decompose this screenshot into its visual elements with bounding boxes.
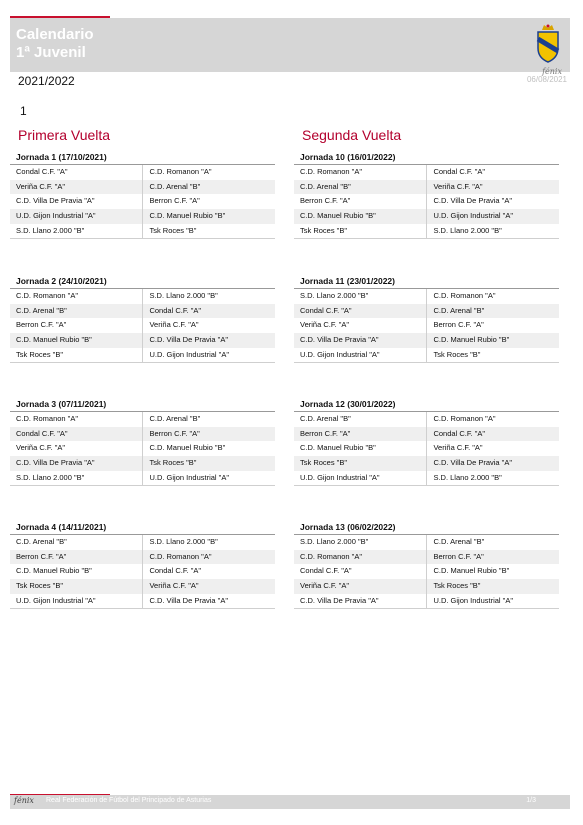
- home-team: C.D. Manuel Rubio "B": [16, 335, 92, 345]
- home-team: C.D. Villa De Pravia "A": [300, 335, 379, 345]
- home-team: Condal C.F. "A": [300, 566, 352, 576]
- away-team: S.D. Llano 2.000 "B": [426, 471, 559, 486]
- away-team: C.D. Romanon "A": [142, 165, 275, 180]
- match-row: [10, 333, 275, 348]
- home-team: C.D. Arenal "B": [300, 414, 351, 423]
- home-team: C.D. Romanon "A": [16, 291, 79, 300]
- match-row: [294, 194, 559, 209]
- away-team: C.D. Manuel Rubio "B": [142, 441, 275, 456]
- home-team: Condal C.F. "A": [300, 305, 352, 315]
- away-team: C.D. Villa De Pravia "A": [142, 333, 275, 348]
- home-team: C.D. Arenal "B": [300, 181, 351, 191]
- jornada-title: Jornada 2 (24/10/2021): [16, 276, 107, 286]
- away-team: Veriña C.F. "A": [426, 441, 559, 456]
- match-row: [294, 304, 559, 319]
- home-team: Veriña C.F. "A": [300, 581, 350, 591]
- home-team: Berron C.F. "A": [16, 320, 67, 330]
- away-team: U.D. Gijon Industrial "A": [426, 594, 559, 609]
- away-team: U.D. Gijon Industrial "A": [142, 471, 275, 486]
- federation-crest-icon: [534, 22, 562, 66]
- match-row: [10, 594, 275, 609]
- away-team: C.D. Arenal "B": [426, 304, 559, 319]
- away-team: C.D. Villa De Pravia "A": [426, 456, 559, 471]
- home-team: C.D. Romanon "A": [300, 551, 363, 561]
- jornada-bottom-line: [10, 608, 275, 609]
- jornada-bottom-line: [10, 362, 275, 363]
- away-team: Condal C.F. "A": [142, 304, 275, 319]
- page-number: 1/3: [526, 797, 536, 804]
- jornada-bottom-line: [10, 238, 275, 239]
- match-row: [10, 427, 275, 442]
- home-team: C.D. Manuel Rubio "B": [300, 211, 376, 221]
- away-team: U.D. Gijon Industrial "A": [142, 348, 275, 363]
- away-team: Condal C.F. "A": [426, 427, 559, 442]
- home-team: Condal C.F. "A": [16, 428, 68, 438]
- group-number: 1: [20, 104, 27, 118]
- jornada-title: Jornada 1 (17/10/2021): [16, 152, 107, 162]
- away-team: S.D. Llano 2.000 "B": [426, 224, 559, 239]
- home-team: S.D. Llano 2.000 "B": [16, 225, 85, 235]
- match-row: [10, 564, 275, 579]
- jornada-block: [294, 275, 559, 363]
- home-team: Veriña C.F. "A": [300, 320, 350, 330]
- logo-wordmark: fénix: [542, 67, 562, 76]
- home-team: C.D. Manuel Rubio "B": [300, 443, 376, 453]
- home-team: C.D. Romanon "A": [300, 167, 363, 176]
- jornada-bottom-line: [294, 608, 559, 609]
- away-team: C.D. Manuel Rubio "B": [142, 209, 275, 224]
- home-team: C.D. Romanon "A": [16, 414, 79, 423]
- match-row: [294, 594, 559, 609]
- away-team: Veriña C.F. "A": [426, 180, 559, 195]
- away-team: S.D. Llano 2.000 "B": [142, 289, 275, 304]
- home-team: Berron C.F. "A": [300, 428, 351, 438]
- primera-vuelta-heading: Primera Vuelta: [18, 127, 111, 143]
- match-row: [10, 304, 275, 319]
- match-row: [10, 224, 275, 239]
- match-row: [294, 427, 559, 442]
- away-team: Condal C.F. "A": [426, 165, 559, 180]
- away-team: Condal C.F. "A": [142, 564, 275, 579]
- jornada-block: [10, 398, 275, 486]
- home-team: C.D. Villa De Pravia "A": [16, 196, 95, 206]
- home-team: Veriña C.F. "A": [16, 443, 66, 453]
- jornada-bottom-line: [294, 238, 559, 239]
- home-team: S.D. Llano 2.000 "B": [300, 537, 369, 546]
- jornada-title: Jornada 4 (14/11/2021): [16, 522, 107, 532]
- jornada-block: [294, 151, 559, 239]
- match-row: [10, 318, 275, 333]
- match-row: [294, 165, 559, 180]
- match-row: [10, 550, 275, 565]
- match-row: [10, 535, 275, 550]
- match-row: [294, 579, 559, 594]
- away-team: C.D. Romanon "A": [426, 289, 559, 304]
- footer-bar: [10, 795, 570, 809]
- segunda-vuelta-heading: Segunda Vuelta: [302, 127, 402, 143]
- home-team: C.D. Arenal "B": [16, 537, 67, 546]
- match-row: [294, 289, 559, 304]
- away-team: C.D. Villa De Pravia "A": [142, 594, 275, 609]
- home-team: U.D. Gijon Industrial "A": [16, 211, 96, 221]
- away-team: C.D. Arenal "B": [426, 535, 559, 550]
- match-row: [294, 456, 559, 471]
- away-team: Tsk Roces "B": [426, 579, 559, 594]
- match-row: [294, 180, 559, 195]
- match-row: [10, 180, 275, 195]
- home-team: Condal C.F. "A": [16, 167, 68, 176]
- away-team: C.D. Arenal "B": [142, 180, 275, 195]
- jornada-block: [10, 151, 275, 239]
- away-team: Veriña C.F. "A": [142, 579, 275, 594]
- away-team: C.D. Manuel Rubio "B": [426, 564, 559, 579]
- match-row: [294, 333, 559, 348]
- jornada-title: Jornada 11 (23/01/2022): [300, 276, 395, 286]
- match-row: [294, 535, 559, 550]
- home-team: C.D. Manuel Rubio "B": [16, 566, 92, 576]
- home-team: Veriña C.F. "A": [16, 181, 66, 191]
- match-row: [10, 456, 275, 471]
- away-team: C.D. Arenal "B": [142, 412, 275, 427]
- jornada-block: [10, 521, 275, 609]
- match-row: [10, 441, 275, 456]
- away-team: Berron C.F. "A": [426, 550, 559, 565]
- match-row: [10, 209, 275, 224]
- away-team: Berron C.F. "A": [426, 318, 559, 333]
- away-team: Tsk Roces "B": [142, 224, 275, 239]
- season-label: 2021/2022: [18, 74, 75, 88]
- match-row: [10, 289, 275, 304]
- home-team: U.D. Gijon Industrial "A": [16, 595, 96, 605]
- match-row: [294, 224, 559, 239]
- match-row: [10, 579, 275, 594]
- jornada-block: [294, 521, 559, 609]
- jornada-title: Jornada 3 (07/11/2021): [16, 399, 107, 409]
- jornada-title: Jornada 10 (16/01/2022): [300, 152, 396, 162]
- jornada-title: Jornada 12 (30/01/2022): [300, 399, 396, 409]
- jornada-block: [294, 398, 559, 486]
- away-team: C.D. Romanon "A": [142, 550, 275, 565]
- match-row: [294, 441, 559, 456]
- home-team: Tsk Roces "B": [16, 581, 64, 591]
- away-team: C.D. Manuel Rubio "B": [426, 333, 559, 348]
- home-team: Tsk Roces "B": [16, 349, 64, 359]
- home-team: U.D. Gijon Industrial "A": [300, 349, 380, 359]
- jornada-bottom-line: [10, 485, 275, 486]
- away-team: Berron C.F. "A": [142, 427, 275, 442]
- footer-organization: Real Federación de Fútbol del Principado de Asturias: [46, 797, 212, 804]
- home-team: Berron C.F. "A": [16, 551, 67, 561]
- match-row: [10, 412, 275, 427]
- home-team: U.D. Gijon Industrial "A": [300, 472, 380, 482]
- match-row: [294, 412, 559, 427]
- home-team: S.D. Llano 2.000 "B": [300, 291, 369, 300]
- match-row: [294, 564, 559, 579]
- match-row: [294, 471, 559, 486]
- title-line-1: Calendario: [16, 26, 94, 43]
- away-team: Berron C.F. "A": [142, 194, 275, 209]
- away-team: C.D. Romanon "A": [426, 412, 559, 427]
- page-title: [16, 26, 94, 62]
- match-row: [10, 194, 275, 209]
- footer-logo: fénix: [14, 796, 34, 805]
- match-row: [294, 318, 559, 333]
- match-row: [294, 550, 559, 565]
- header-banner: [10, 18, 570, 76]
- jornada-bottom-line: [294, 485, 559, 486]
- match-row: [10, 348, 275, 363]
- away-team: S.D. Llano 2.000 "B": [142, 535, 275, 550]
- match-row: [294, 209, 559, 224]
- away-team: Tsk Roces "B": [426, 348, 559, 363]
- home-team: Berron C.F. "A": [300, 196, 351, 206]
- match-row: [10, 165, 275, 180]
- home-team: C.D. Arenal "B": [16, 305, 67, 315]
- jornada-bottom-line: [294, 362, 559, 363]
- home-team: Tsk Roces "B": [300, 225, 348, 235]
- away-team: Tsk Roces "B": [142, 456, 275, 471]
- match-row: [10, 471, 275, 486]
- print-date: 06/08/2021: [526, 75, 567, 84]
- home-team: S.D. Llano 2.000 "B": [16, 472, 85, 482]
- jornada-title: Jornada 13 (06/02/2022): [300, 522, 396, 532]
- home-team: Tsk Roces "B": [300, 458, 348, 468]
- jornada-block: [10, 275, 275, 363]
- away-team: C.D. Villa De Pravia "A": [426, 194, 559, 209]
- title-line-2: 1ª Juvenil: [16, 44, 86, 61]
- home-team: C.D. Villa De Pravia "A": [16, 458, 95, 468]
- away-team: U.D. Gijon Industrial "A": [426, 209, 559, 224]
- away-team: Veriña C.F. "A": [142, 318, 275, 333]
- home-team: C.D. Villa De Pravia "A": [300, 595, 379, 605]
- match-row: [294, 348, 559, 363]
